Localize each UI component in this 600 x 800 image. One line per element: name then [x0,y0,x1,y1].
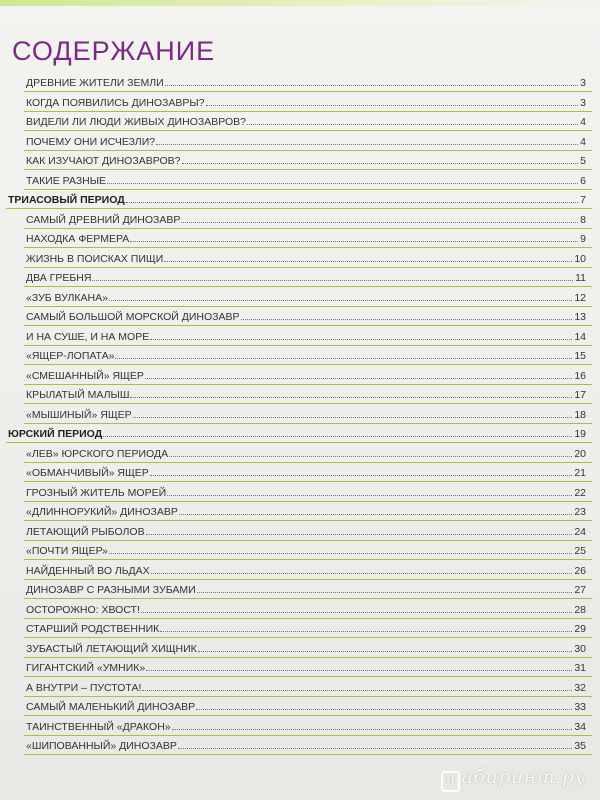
toc-entry-title: НАХОДКА ФЕРМЕРА [26,233,130,245]
toc-entry-title: ДРЕВНИЕ ЖИТЕЛИ ЗЕМЛИ [26,77,164,89]
toc-page-number: 14 [574,330,586,343]
toc-page-number: 10 [574,252,586,265]
toc-entry-title: КРЫЛАТЫЙ МАЛЫШ [26,389,130,401]
labirint-logo-icon: Л [441,771,460,792]
toc-leader-dots [141,612,572,613]
toc-entry [0,131,600,151]
toc-entry-title: ВИДЕЛИ ЛИ ЛЮДИ ЖИВЫХ ДИНОЗАВРОВ? [26,116,246,128]
toc-leader-dots [146,534,572,535]
toc-entry [0,228,600,248]
toc-leader-dots [247,124,578,125]
toc-entry [0,735,600,755]
toc-leader-dots [126,202,578,203]
toc-leader-dots [160,631,572,632]
toc-leader-dots [165,85,578,86]
toc-entry [0,599,600,619]
watermark-text: абиринт.ру [461,766,586,788]
toc-leader-dots [167,495,572,496]
toc-leader-dots [146,670,572,671]
toc-entry-title: А ВНУТРИ – ПУСТОТА! [26,681,142,694]
toc-leader-dots [179,514,572,515]
toc-leader-dots [133,417,572,418]
toc-entry [0,462,600,482]
toc-entry [0,677,600,697]
toc-entry [0,209,600,229]
toc-entry [0,345,600,365]
toc-leader-dots [178,748,572,749]
toc-page-number: 33 [574,701,586,713]
toc-entry-title: «ДЛИННОРУКИЙ» ДИНОЗАВР [26,506,178,518]
toc-page-number: 22 [574,486,586,499]
toc-leader-dots [169,456,572,457]
toc-leader-dots [142,690,572,691]
toc-page-number: 7 [580,194,586,206]
toc-page-number: 34 [574,720,586,733]
toc-entry-title: ЛЕТАЮЩИЙ РЫБОЛОВ [26,525,145,538]
toc-entry [0,618,600,638]
toc-leader-dots [164,261,572,262]
toc-entry [0,657,600,677]
toc-page-number: 4 [580,135,586,148]
toc-entry-title: ГИГАНТСКИЙ «УМНИК» [26,662,146,674]
toc-page-number: 23 [574,506,586,518]
toc-page-number: 18 [574,408,586,421]
toc-entry-title: «ЯЩЕР-ЛОПАТА» [26,350,115,362]
toc-entry [0,638,600,658]
toc-entry [0,521,600,541]
toc-page-number: 6 [580,174,586,187]
toc-page-number: 11 [575,272,586,284]
toc-entry-title: СТАРШИЙ РОДСТВЕННИК [26,623,160,635]
toc-section [0,189,600,209]
toc-entry-title: ТРИАСОВЫЙ ПЕРИОД [8,194,125,206]
toc-page-number: 21 [574,467,586,479]
toc-page-number: 28 [574,603,586,616]
toc-leader-dots [109,300,572,301]
toc-entry-title: ЗУБАСТЫЙ ЛЕТАЮЩИЙ ХИЩНИК [26,642,197,655]
toc-page-number: 19 [574,428,586,440]
toc-entry-title: ДИНОЗАВР С РАЗНЫМИ ЗУБАМИ [26,584,196,596]
toc-leader-dots [150,475,572,476]
toc-entry-title: «ЗУБ ВУЛКАНА» [26,291,108,304]
toc-page-number: 25 [574,545,586,557]
toc-entry [0,501,600,521]
toc-page-number: 3 [580,96,586,109]
toc-page-number: 29 [574,623,586,635]
toc-entry-title: «ШИПОВАННЫЙ» ДИНОЗАВР [26,740,177,752]
toc-leader-dots [130,397,572,398]
toc-entry-title: «ЛЕВ» ЮРСКОГО ПЕРИОДА [26,447,169,460]
toc-entry [0,287,600,307]
toc-page-number: 30 [574,642,586,655]
toc-entry-title: «ПОЧТИ ЯЩЕР» [26,545,108,557]
toc-page-number: 4 [580,116,586,128]
toc-entry [0,72,600,92]
toc-entry [0,560,600,580]
toc-page-number: 32 [574,681,586,694]
toc-page-number: 16 [574,369,586,382]
toc-leader-dots [92,280,573,281]
toc-entry-title: КОГДА ПОЯВИЛИСЬ ДИНОЗАВРЫ? [26,96,205,109]
toc-entry-title: САМЫЙ БОЛЬШОЙ МОРСКОЙ ДИНОЗАВР [26,311,240,323]
toc-entry-title: ТАИНСТВЕННЫЙ «ДРАКОН» [26,720,171,733]
toc-entry [0,92,600,112]
toc-leader-dots [181,222,578,223]
toc-entry [0,170,600,190]
toc-entry-title: «СМЕШАННЫЙ» ЯЩЕР [26,369,144,382]
toc-entry [0,579,600,599]
toc-entry-title: ЖИЗНЬ В ПОИСКАХ ПИЩИ [26,252,164,265]
toc-page-number: 5 [580,155,586,167]
toc-entry [0,267,600,287]
toc-entry-title: «ОБМАНЧИВЫЙ» ЯЩЕР [26,467,149,479]
toc-entry [0,482,600,502]
toc-leader-dots [103,436,572,437]
toc-divider [24,754,592,755]
toc-page-number: 24 [574,525,586,538]
toc-entry-title: И НА СУШЕ, И НА МОРЕ [26,330,150,343]
toc-leader-dots [150,339,572,340]
toc-leader-dots [109,553,572,554]
toc-leader-dots [156,144,578,145]
toc-page-number: 9 [580,233,586,245]
toc-entry [0,326,600,346]
toc-entry [0,150,600,170]
labirint-watermark [441,766,586,792]
toc-entry [0,404,600,424]
toc-entry-title: САМЫЙ ДРЕВНИЙ ДИНОЗАВР [26,213,181,226]
toc-entry-title: ТАКИЕ РАЗНЫЕ [26,174,107,187]
toc-entry-title: ДВА ГРЕБНЯ [26,272,92,284]
toc-leader-dots [198,651,572,652]
toc-page-number: 31 [574,662,586,674]
toc-entry-title: ЮРСКИЙ ПЕРИОД [8,428,103,440]
toc-entry-title: НАЙДЕННЫЙ ВО ЛЬДАХ [26,564,150,577]
toc-page-number: 26 [574,564,586,577]
toc-entry-title: САМЫЙ МАЛЕНЬКИЙ ДИНОЗАВР [26,701,196,713]
toc-leader-dots [182,163,578,164]
toc-page-number: 27 [574,584,586,596]
toc-page-number: 20 [574,447,586,460]
toc-entry-title: ГРОЗНЫЙ ЖИТЕЛЬ МОРЕЙ [26,486,167,499]
toc-page-number: 3 [580,77,586,89]
toc-leader-dots [196,709,572,710]
toc-entry [0,384,600,404]
toc-leader-dots [107,183,578,184]
toc-entry [0,365,600,385]
toc-leader-dots [172,729,572,730]
page-title: СОДЕРЖАНИЕ [12,36,216,67]
toc-entry [0,716,600,736]
toc-entry-title: ОСТОРОЖНО: ХВОСТ! [26,603,140,616]
toc-entry-title: КАК ИЗУЧАЮТ ДИНОЗАВРОВ? [26,155,181,167]
toc-entry [0,696,600,716]
toc-entry [0,248,600,268]
toc-entry [0,306,600,326]
toc-leader-dots [241,319,572,320]
toc-entry-title: ПОЧЕМУ ОНИ ИСЧЕЗЛИ? [26,135,156,148]
toc-entry-title: «МЫШИНЫЙ» ЯЩЕР [26,408,132,421]
toc-page-number: 35 [574,740,586,752]
toc-page-number: 13 [574,311,586,323]
toc-page-number: 8 [580,213,586,226]
toc-page-number: 17 [574,389,586,401]
toc-page-number: 15 [574,350,586,362]
toc-leader-dots [206,105,578,106]
toc-entry [0,111,600,131]
toc-leader-dots [197,592,572,593]
toc-entry [0,443,600,463]
toc-section [0,423,600,443]
toc-leader-dots [151,573,572,574]
toc-page-number: 12 [574,291,586,304]
toc-leader-dots [145,378,572,379]
toc-leader-dots [115,358,572,359]
toc-entry [0,540,600,560]
toc-leader-dots [130,241,578,242]
